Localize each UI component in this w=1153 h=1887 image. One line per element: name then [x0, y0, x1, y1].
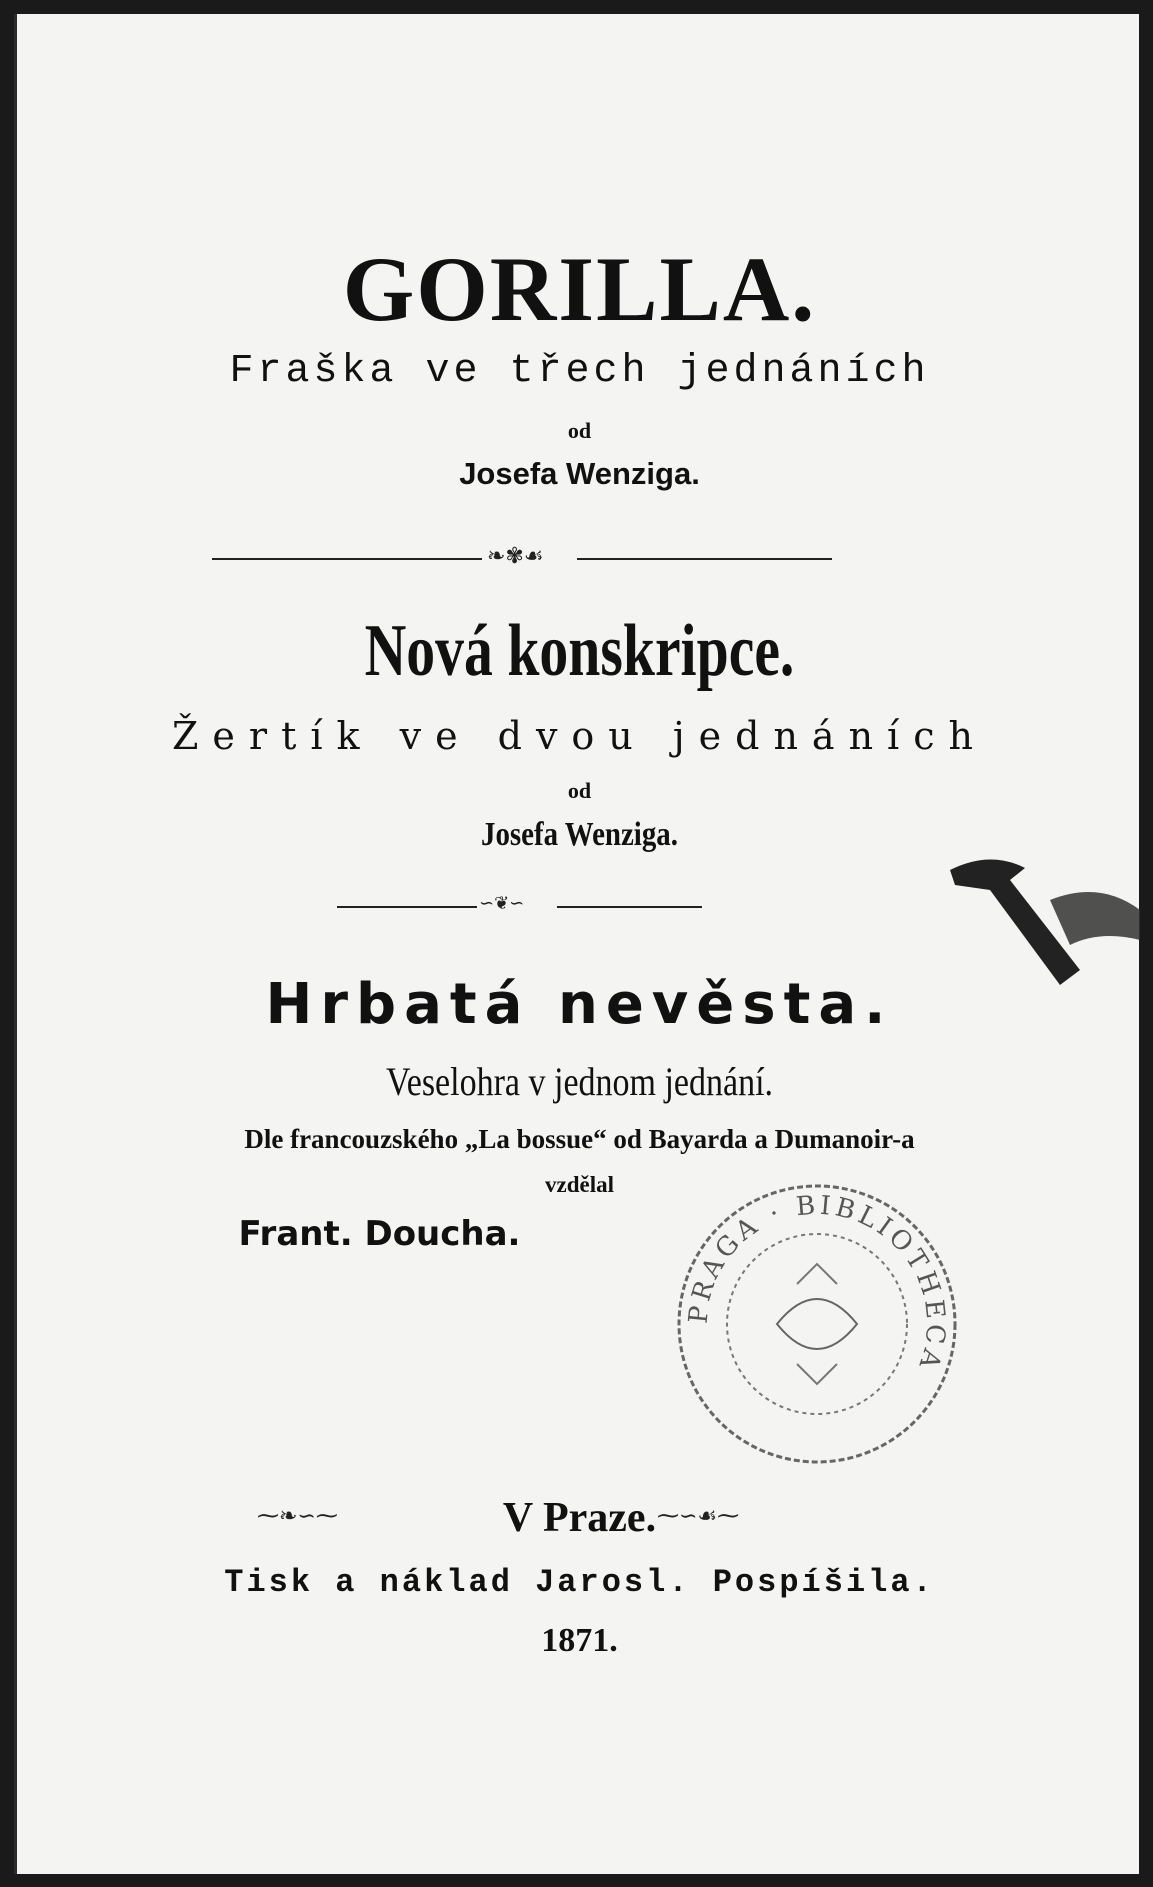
svg-text:PRAGA · BIBLIOTHECA: PRAGA · BIBLIOTHECA: [683, 1190, 951, 1376]
source-note: Dle francouzského „La bossue“ od Bayarda a Dumanoir-a: [244, 1124, 915, 1154]
author-gorilla: Josefa Wenziga.: [459, 456, 700, 491]
subtitle-hrbata-nevesta: Veselohra v jednom jednání.: [385, 1059, 774, 1104]
library-stamp-icon: [667, 1174, 967, 1474]
title-nova-konskripce: Nová konskripce.: [364, 610, 795, 692]
title-gorilla: GORILLA.: [342, 238, 817, 340]
imprint-place: V Praze.: [502, 1495, 657, 1541]
divider-rule-right: [577, 558, 832, 560]
imprint-printer: Tisk a náklad Jarosl. Pospíšila.: [224, 1564, 935, 1601]
by-label-2: od: [567, 778, 592, 803]
imprint-year: 1871.: [541, 1622, 618, 1659]
by-label-1: od: [567, 418, 592, 443]
author-hrbata-nevesta: Frant. Doucha.: [238, 1214, 521, 1254]
subtitle-nova-konskripce: Žertík ve dvou jednáních: [172, 714, 987, 758]
adapted-label: vzdělal: [545, 1172, 614, 1197]
subtitle-gorilla: Fraška ve třech jednáních: [229, 349, 930, 394]
divider2-rule-right: [557, 906, 702, 908]
divider2-rule-left: [337, 906, 477, 908]
imprint-flourish-right-icon: ⁓∽☙⁓: [657, 1504, 740, 1529]
ornament-flourish-icon: ❧✾☙: [487, 544, 544, 569]
author-nova-konskripce: Josefa Wenziga.: [481, 816, 678, 853]
title-hrbata-nevesta: Hrbatá nevěsta.: [265, 972, 894, 1037]
divider-rule-left: [212, 558, 482, 560]
imprint-flourish-left-icon: ⁓❧∽⁓: [257, 1504, 338, 1529]
ornament-small-flourish-icon: ∽❦∽: [479, 893, 525, 914]
ink-smudge-mark: [930, 850, 1140, 1020]
